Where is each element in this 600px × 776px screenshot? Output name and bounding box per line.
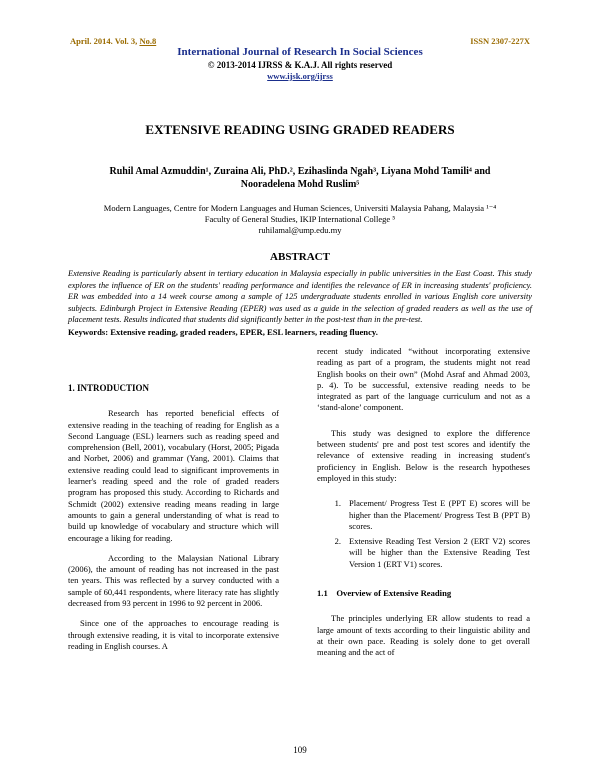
issn: ISSN 2307-227X <box>470 36 530 46</box>
list-item <box>317 498 530 532</box>
hypothesis-text: Placement/ Progress Test E (PPT E) scores will be higher than the Placement/ Progress Test B (PPT B) scores. <box>349 498 530 531</box>
hypotheses-list <box>317 498 530 570</box>
right-column <box>317 346 530 668</box>
issue-prefix: April. 2014. Vol. 3, <box>70 36 140 46</box>
left-column <box>68 383 279 661</box>
journal-url[interactable]: www.ijsk.org/ijrss <box>267 71 333 81</box>
issue-info <box>70 36 156 46</box>
journal-name: International Journal of Research In Social Sciences <box>177 46 423 58</box>
subsection-heading-overview: 1.1 Overview of Extensive Reading <box>317 588 452 599</box>
intro-paragraph-2: According to the Malaysian National Library (2006), the amount of reading has not increased in the past ten years. This was reflected by a survey conducted with a sample of 60,441 respondents, where literacy rate has slightly decreased from 93 percent in 1996 to 92 percent in 2006. <box>68 552 279 609</box>
affiliations <box>60 203 540 236</box>
hypothesis-number: 2. <box>334 536 341 547</box>
authors <box>80 165 520 191</box>
list-item <box>317 536 530 570</box>
copyright: © 2013-2014 IJRSS & K.A.J. All rights reserved <box>207 60 393 70</box>
affiliation-line-2: Faculty of General Studies, IKIP International College ⁵ <box>204 214 396 224</box>
keywords: Keywords: Extensive reading, graded readers, EPER, ESL learners, reading fluency. <box>68 327 378 337</box>
intro-paragraph-3: Since one of the approaches to encourage reading is through extensive reading, it is vital to incorporate extensive reading in English courses. A <box>68 618 279 651</box>
authors-line-2: Nooradelena Mohd Ruslim⁵ <box>240 179 360 190</box>
issue-number-link[interactable]: No.8 <box>139 36 157 46</box>
abstract-heading: ABSTRACT <box>270 251 330 263</box>
right-paragraph-1: recent study indicated “without incorporating extensive reading as part of a program, the students might not read English books on their own” (Mohd Asraf and Ahmad 2003, p. 4). To be successful, extensive reading needs to be integrated as part of the language curriculum and not as a ‘stand-alone’ component. <box>317 346 530 413</box>
authors-line-1: Ruhil Amal Azmuddin¹, Zuraina Ali, PhD.², Ezihaslinda Ngah³, Liyana Mohd Tamili⁴ and <box>109 166 491 177</box>
hypothesis-number: 1. <box>334 498 341 509</box>
abstract-text: Extensive Reading is particularly absent in tertiary education in Malaysia especially in public universities in the East Coast. This study explores the influence of ER on the students' reading performance and identifies the relevance of ER in increasing students' proficiency. ER was embedded into a 14 week course among a sample of 125 undergraduate students enrolled in various English core university subjects. Edinburgh Project in Extensive Reading (EPER) was used as a guide in the selection of graded readers as well as the use of placement tests. Results indicated that students did significantly better in the post-test than in the pre-test. <box>68 269 532 324</box>
hypothesis-text: Extensive Reading Test Version 2 (ERT V2) scores will be higher than the Extensive Reading Test Version 1 (ERT V1) scores. <box>349 536 530 569</box>
section-heading-introduction: 1. INTRODUCTION <box>68 383 150 393</box>
affiliation-line-1: Modern Languages, Centre for Modern Languages and Human Sciences, Universiti Malaysia Pahang, Malaysia ¹⁻⁴ <box>103 203 497 213</box>
paper-title: EXTENSIVE READING USING GRADED READERS <box>145 122 455 137</box>
intro-paragraph-1: Research has reported beneficial effects of extensive reading in the teaching of reading for English as a Second Language (ESL) learners such as reading speed and comprehension (Bell, 2001), vocabulary (Horst, 2005; Pigada and Norbet, 2006) and grammar (Yang, 2001). Claims that extensive reading could lead to significant improvements in learner's reading speed and the role of graded readers program has proposed this study. According to Richards and Schmidt (2002) extensive reading means reading in large amounts to gain a general understanding of what is read to build up knowledge of vocabulary and structure which will encourage a liking for reading. <box>68 408 279 543</box>
overview-paragraph: The principles underlying ER allow students to read a large amount of texts according to their linguistic ability and at their own pace. Reading is solely done to get overall meaning and the act of <box>317 613 530 658</box>
page-number: 109 <box>293 745 307 755</box>
right-paragraph-2: This study was designed to explore the difference between students' pre and post test scores and identify the relevance of extensive reading in increasing student's proficiency in English. Below is the research hypotheses employed in this study: <box>317 427 530 483</box>
author-email[interactable]: ruhilamal@ump.edu.my <box>258 225 342 235</box>
